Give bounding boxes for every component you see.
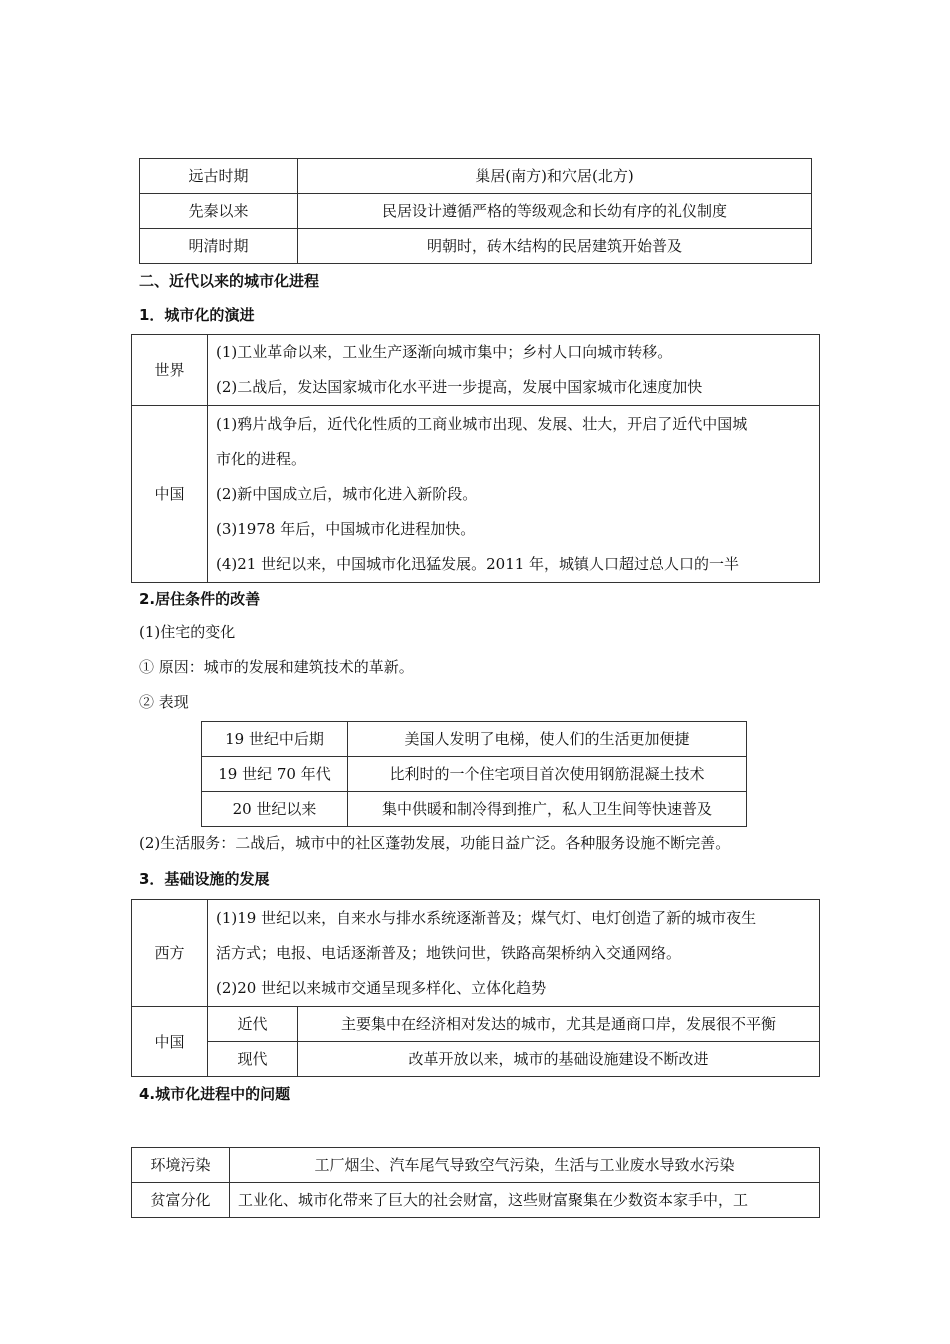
subsection-title: 1．城市化的演进 [139, 306, 255, 324]
subsection-title: 3．基础设施的发展 [139, 870, 270, 888]
list-item: (2)20 世纪以来城市交通呈现多样化、立体化趋势 [216, 978, 547, 997]
period-cell: 明清时期 [140, 229, 298, 264]
subsection-title: 4.城市化进程中的问题 [139, 1085, 291, 1103]
desc-cell: 美国人发明了电梯，使人们的生活更加便捷 [348, 722, 747, 757]
list-item: 活方式；电报、电话逐渐普及；地铁问世，铁路高架桥纳入交通网络。 [216, 943, 682, 962]
urbanization-problems-table [131, 1147, 820, 1218]
desc-cell: 比利时的一个住宅项目首次使用钢筋混凝土技术 [348, 757, 747, 792]
housing-history-table [139, 158, 812, 264]
problem-cell: 环境污染 [132, 1148, 230, 1183]
list-item: (1)鸦片战争后，近代化性质的工商业城市出现、发展、壮大，开启了近代中国城 [216, 414, 748, 433]
infrastructure-table [131, 899, 820, 1077]
period-cell: 先秦以来 [140, 194, 298, 229]
problem-cell: 贫富分化 [132, 1183, 230, 1218]
content-cell [208, 406, 820, 583]
table-row [202, 757, 747, 792]
period-cell: 19 世纪中后期 [202, 722, 348, 757]
region-cell: 世界 [132, 335, 208, 406]
desc-cell: 改革开放以来，城市的基础设施建设不断改进 [298, 1042, 820, 1077]
table-row [202, 722, 747, 757]
table-row [140, 229, 812, 264]
desc-cell: 主要集中在经济相对发达的城市，尤其是通商口岸，发展很不平衡 [298, 1007, 820, 1042]
table-row [132, 1183, 820, 1218]
urbanization-evolution-table [131, 334, 820, 583]
desc-cell: 明朝时，砖木结构的民居建筑开始普及 [298, 229, 812, 264]
list-item: (4)21 世纪以来，中国城市化迅猛发展。2011 年，城镇人口超过总人口的一半 [216, 554, 740, 573]
period-cell: 19 世纪 70 年代 [202, 757, 348, 792]
content-cell [208, 335, 820, 406]
region-cell: 中国 [132, 406, 208, 583]
desc-cell: 巢居(南方)和穴居(北方) [298, 159, 812, 194]
paragraph: (2)生活服务：二战后，城市中的社区蓬勃发展，功能日益广泛。各种服务设施不断完善。 [139, 834, 731, 852]
period-cell: 现代 [208, 1042, 298, 1077]
table-row [132, 1148, 820, 1183]
list-item: (2)二战后，发达国家城市化水平进一步提高，发展中国家城市化速度加快 [216, 378, 703, 396]
period-cell: 20 世纪以来 [202, 792, 348, 827]
desc-cell: 民居设计遵循严格的等级观念和长幼有序的礼仪制度 [298, 194, 812, 229]
desc-cell: 工厂烟尘、汽车尾气导致空气污染，生活与工业废水导致水污染 [230, 1148, 820, 1183]
region-cell: 西方 [132, 900, 208, 1007]
desc-cell: 集中供暖和制冷得到推广，私人卫生间等快速普及 [348, 792, 747, 827]
content-cell [208, 900, 820, 1007]
table-row [132, 335, 820, 406]
region-cell: 中国 [132, 1007, 208, 1077]
section-title: 二、近代以来的城市化进程 [139, 272, 320, 290]
desc-cell: 工业化、城市化带来了巨大的社会财富，这些财富聚集在少数资本家手中，工 [230, 1183, 820, 1218]
table-row [132, 900, 820, 1007]
period-cell: 近代 [208, 1007, 298, 1042]
period-cell: 远古时期 [140, 159, 298, 194]
paragraph: (1)住宅的变化 [139, 623, 236, 641]
table-row [132, 406, 820, 583]
list-item: (2)新中国成立后，城市化进入新阶段。 [216, 484, 478, 503]
table-row [140, 159, 812, 194]
table-row [132, 1007, 820, 1042]
list-item: (3)1978 年后，中国城市化进程加快。 [216, 519, 476, 538]
housing-performance-table [201, 721, 747, 827]
subsection-title: 2.居住条件的改善 [139, 590, 261, 608]
list-item: (1)19 世纪以来，自来水与排水系统逐渐普及；煤气灯、电灯创造了新的城市夜生 [216, 908, 757, 927]
table-row [132, 1042, 820, 1077]
list-item: (1)工业革命以来，工业生产逐渐向城市集中；乡村人口向城市转移。 [216, 343, 673, 361]
table-row [140, 194, 812, 229]
paragraph: ② 表现 [139, 693, 189, 711]
paragraph: ① 原因：城市的发展和建筑技术的革新。 [139, 658, 414, 676]
table-row [202, 792, 747, 827]
list-item: 市化的进程。 [216, 449, 307, 468]
